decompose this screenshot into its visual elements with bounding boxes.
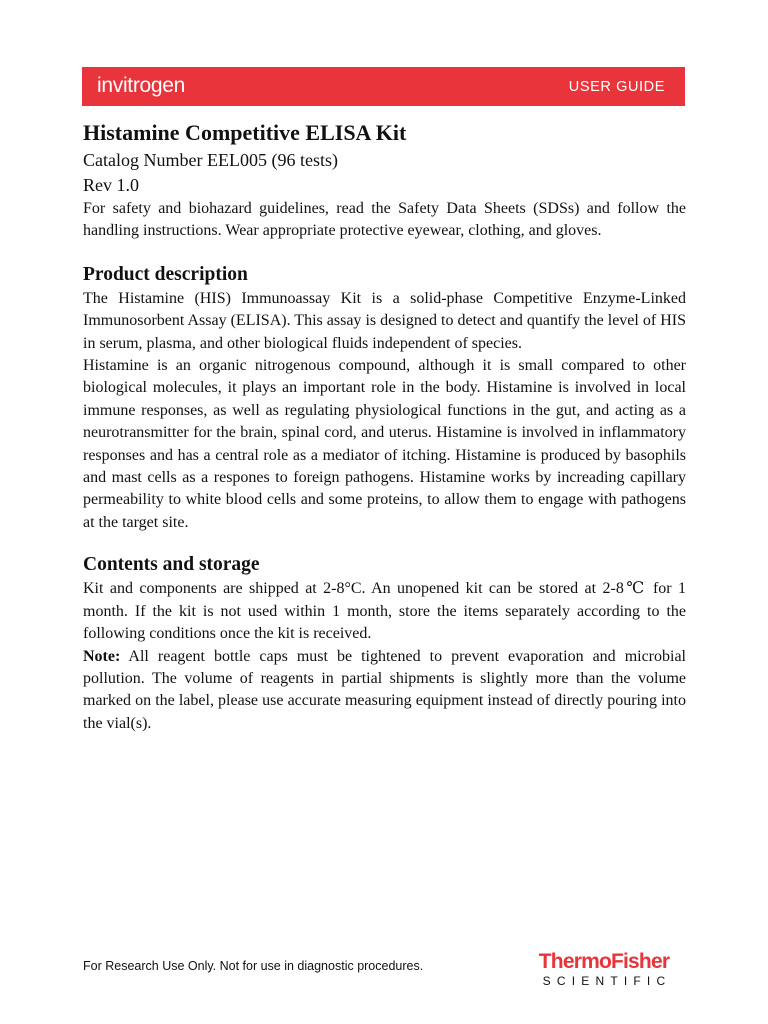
note-text: All reagent bottle caps must be tightened to prevent evaporation and microbial pollution. The volume of reagents in partial shipments is slightly more than the volume marked on the label, please use accurate measuring equipment instead of directly pouring into the vial(s). [83,647,686,732]
header-banner [82,67,685,106]
catalog-number: Catalog Number EEL005 (96 tests) [83,150,338,170]
thermofisher-logo [524,950,684,988]
note-paragraph [83,646,686,736]
contents-storage-heading: Contents and storage [83,554,260,576]
thermofisher-logo-subtitle: SCIENTIFIC [542,974,672,988]
note-label: Note: [83,647,121,665]
revision: Rev 1.0 [83,175,139,195]
product-description-paragraph-1: The Histamine (HIS) Immunoassay Kit is a solid-phase Competitive Enzyme-Linked Immunosorbent Assay (ELISA). This assay is designed to detect and quantify the level of HIS in serum, plasma, and other biological fluids independent of species. [83,289,686,352]
doc-type-label: USER GUIDE [568,79,665,95]
thermofisher-logo-wordmark: ThermoFisher [538,950,670,973]
research-use-disclaimer: For Research Use Only. Not for use in diagnostic procedures. [83,959,424,973]
page-title: Histamine Competitive ELISA Kit [83,120,407,145]
invitrogen-logo: invitrogen [97,74,186,97]
product-description-paragraph-2: Histamine is an organic nitrogenous compound, although it is small compared to other biological molecules, it plays an important role in the body. Histamine is involved in local immune responses, as well as regulating physiological functions in the gut, and acting as a neurotransmitter for the brain, spinal cord, and uterus. Histamine is involved in inflammatory responses and has a central role as a mediator of itching. Histamine is produced by basophils and mast cells as a respones to foreign pathogens. Histamine works by increading capillary permeability to white blood cells and some proteins, to allow them to engage with pathogens at the target site. [83,357,686,531]
contents-storage-paragraph: Kit and components are shipped at 2-8°C. An unopened kit can be stored at 2-8℃ for 1 month. If the kit is not used within 1 month, store the items separately according to the following conditions once the kit is received. [83,580,686,643]
safety-intro: For safety and biohazard guidelines, read the Safety Data Sheets (SDSs) and follow the handling instructions. Wear appropriate protective eyewear, clothing, and gloves. [83,200,686,240]
product-description-heading: Product description [83,263,248,285]
document-body [83,118,686,735]
